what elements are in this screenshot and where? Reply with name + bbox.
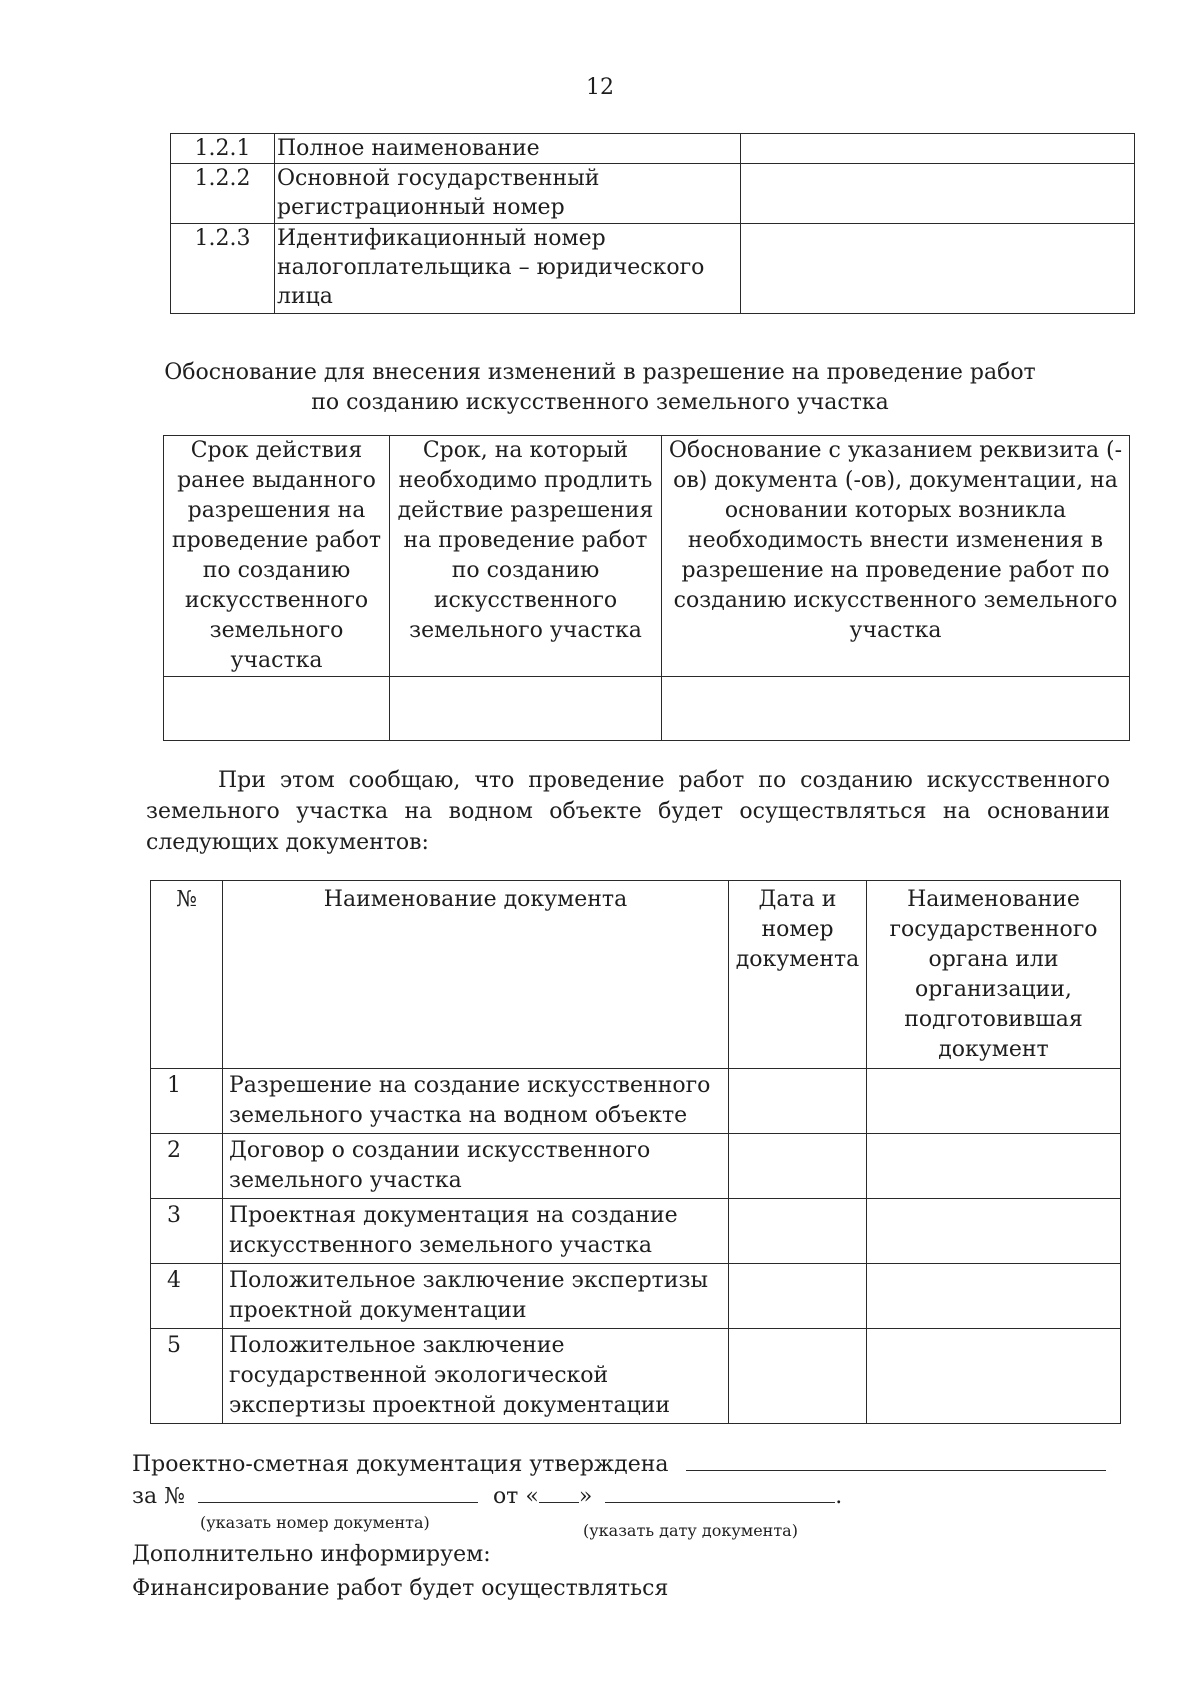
row-number: 1.2.3 bbox=[171, 224, 275, 314]
day-blank[interactable] bbox=[539, 1480, 579, 1503]
basis-heading: Обоснование для внесения изменений в разрешение на проведение работ по созданию искусственного земельного участка bbox=[164, 360, 1036, 415]
period: . bbox=[835, 1484, 843, 1509]
doc-number: 1 bbox=[151, 1069, 223, 1134]
number-label: за № bbox=[132, 1484, 185, 1509]
approval-line bbox=[132, 1448, 1106, 1480]
doc-authority-cell[interactable] bbox=[867, 1264, 1121, 1329]
table-row bbox=[151, 1329, 1121, 1424]
doc-name: Договор о создании искусственного земельного участка bbox=[223, 1134, 729, 1199]
header-extension-term: Срок, на который необходимо продлить действие разрешения на проведение работ по созданию искусственного земельного участка bbox=[390, 436, 662, 677]
value-cell-inn[interactable] bbox=[741, 224, 1135, 314]
doc-authority-cell[interactable] bbox=[867, 1329, 1121, 1424]
hint-number: (указать номер документа) bbox=[200, 1513, 430, 1532]
documents-paragraph bbox=[146, 765, 1110, 858]
doc-number: 2 bbox=[151, 1134, 223, 1199]
doc-name: Положительное заключение государственной экологической экспертизы проектной документации bbox=[223, 1329, 729, 1424]
table-row bbox=[171, 134, 1135, 164]
cell-previous-term[interactable] bbox=[164, 677, 390, 741]
from-close: » bbox=[578, 1484, 593, 1509]
row-number: 1.2.2 bbox=[171, 164, 275, 224]
row-label: Полное наименование bbox=[275, 134, 741, 164]
approval-label: Проектно-сметная документация утверждена bbox=[132, 1452, 669, 1477]
table-header-row bbox=[151, 881, 1121, 1069]
value-cell-ogrn[interactable] bbox=[741, 164, 1135, 224]
doc-authority-cell[interactable] bbox=[867, 1134, 1121, 1199]
table-row bbox=[164, 677, 1130, 741]
documents-table bbox=[150, 880, 1121, 1424]
doc-number: 4 bbox=[151, 1264, 223, 1329]
doc-authority-cell[interactable] bbox=[867, 1069, 1121, 1134]
table-row bbox=[151, 1069, 1121, 1134]
table-row bbox=[151, 1199, 1121, 1264]
cell-justification[interactable] bbox=[662, 677, 1130, 741]
doc-name: Проектная документация на создание искусственного земельного участка bbox=[223, 1199, 729, 1264]
cell-extension-term[interactable] bbox=[390, 677, 662, 741]
header-issuing-authority: Наименование государственного органа или организации, подготовившая документ bbox=[867, 881, 1121, 1069]
basis-table bbox=[163, 435, 1130, 741]
doc-date-cell[interactable] bbox=[729, 1069, 867, 1134]
number-date-line bbox=[132, 1480, 842, 1512]
header-justification: Обоснование с указанием реквизита (-ов) документа (-ов), документации, на основании которых возникла необходимость внести изменения в разрешение на проведение работ по созданию искусственного земельного участка bbox=[662, 436, 1130, 677]
row-label: Основной государственный регистрационный номер bbox=[275, 164, 741, 224]
table-row bbox=[171, 164, 1135, 224]
header-number: № bbox=[151, 881, 223, 1069]
paragraph-text: При этом сообщаю, что проведение работ по созданию искусственного земельного участка на водном объекте будет осуществляться на основании следующих документов: bbox=[146, 768, 1110, 855]
doc-authority-cell[interactable] bbox=[867, 1199, 1121, 1264]
row-label: Идентификационный номер налогоплательщика – юридического лица bbox=[275, 224, 741, 314]
from-label: от « bbox=[492, 1484, 539, 1509]
doc-name: Положительное заключение экспертизы проектной документации bbox=[223, 1264, 729, 1329]
doc-name: Разрешение на создание искусственного земельного участка на водном объекте bbox=[223, 1069, 729, 1134]
header-previous-term: Срок действия ранее выданного разрешения на проведение работ по созданию искусственного земельного участка bbox=[164, 436, 390, 677]
header-document-name: Наименование документа bbox=[223, 881, 729, 1069]
financing-line: Финансирование работ будет осуществляться bbox=[132, 1576, 669, 1601]
doc-date-cell[interactable] bbox=[729, 1199, 867, 1264]
table-row bbox=[151, 1264, 1121, 1329]
doc-number: 3 bbox=[151, 1199, 223, 1264]
page-number: 12 bbox=[586, 75, 614, 100]
table-header-row bbox=[164, 436, 1130, 677]
date-blank[interactable] bbox=[605, 1480, 835, 1503]
doc-date-cell[interactable] bbox=[729, 1329, 867, 1424]
additional-info: Дополнительно информируем: bbox=[132, 1542, 491, 1567]
table-row bbox=[171, 224, 1135, 314]
hint-date: (указать дату документа) bbox=[583, 1521, 798, 1540]
number-blank[interactable] bbox=[198, 1480, 478, 1503]
doc-date-cell[interactable] bbox=[729, 1134, 867, 1199]
row-number: 1.2.1 bbox=[171, 134, 275, 164]
header-date-number: Дата и номер документа bbox=[729, 881, 867, 1069]
table-row bbox=[151, 1134, 1121, 1199]
value-cell-full-name[interactable] bbox=[741, 134, 1135, 164]
doc-number: 5 bbox=[151, 1329, 223, 1424]
requisites-table bbox=[170, 133, 1135, 314]
approval-blank[interactable] bbox=[686, 1448, 1106, 1471]
doc-date-cell[interactable] bbox=[729, 1264, 867, 1329]
